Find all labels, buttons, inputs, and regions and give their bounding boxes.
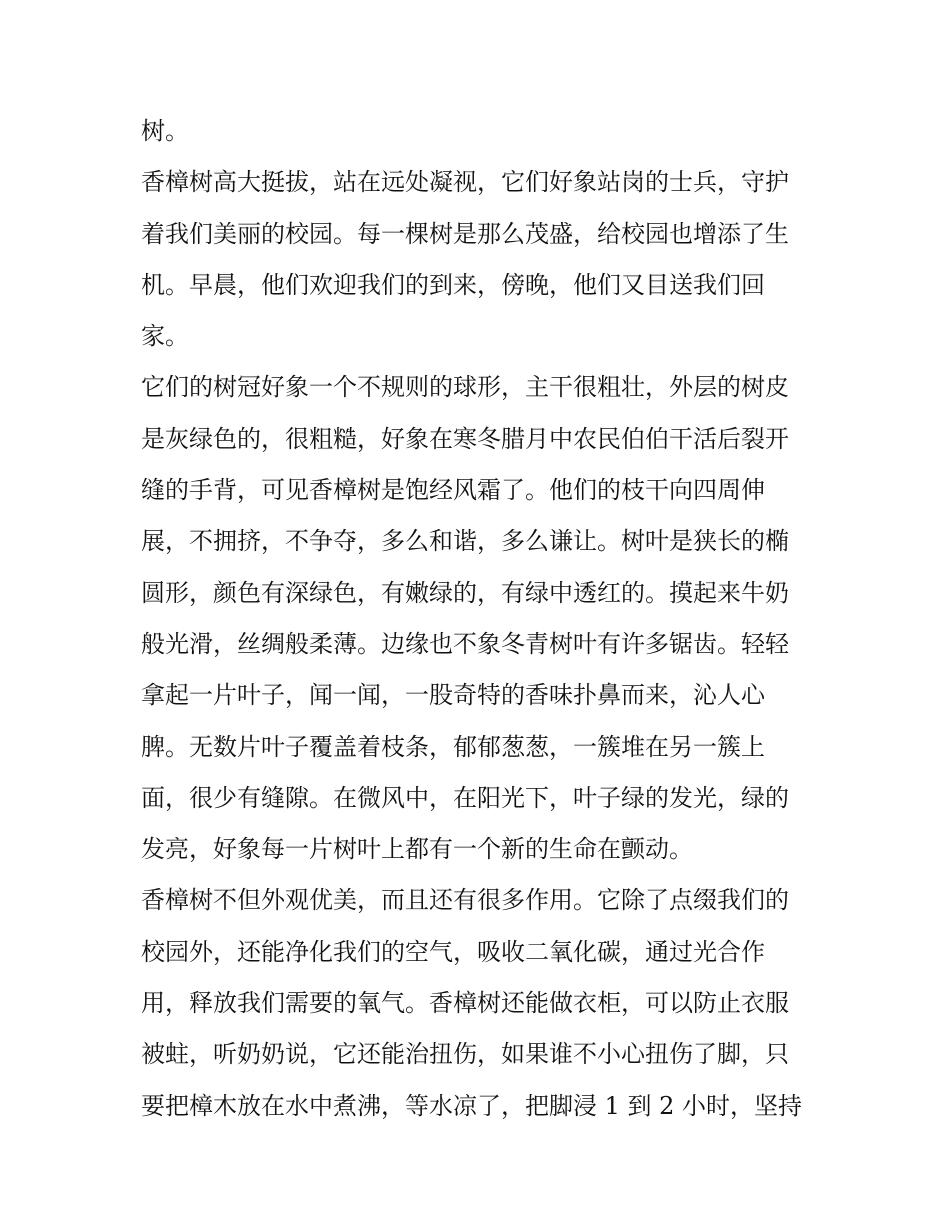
text-line: 面，很少有缝隙。在微风中，在阳光下，叶子绿的发光，绿的 [141,783,789,812]
text-line: 发亮，好象每一片树叶上都有一个新的生命在颤动。 [141,835,693,864]
text-line: 它们的树冠好象一个不规则的球形，主干很粗壮，外层的树皮 [141,373,789,402]
text-line: 校园外，还能净化我们的空气，吸收二氧化碳，通过光合作 [141,937,765,966]
text-line: 缝的手背，可见香樟树是饱经风霜了。他们的枝干向四周伸 [141,476,765,505]
text-line: 被蛀，听奶奶说，它还能治扭伤，如果谁不小心扭伤了脚，只 [141,1040,789,1069]
text-line: 圆形，颜色有深绿色，有嫩绿的，有绿中透红的。摸起来牛奶 [141,578,789,607]
text-line: 树。 [141,117,189,145]
text-line: 着我们美丽的校园。每一棵树是那么茂盛，给校园也增添了生 [141,219,789,248]
body-text [141,106,821,1132]
text-line: 香樟树不但外观优美，而且还有很多作用。它除了点缀我们的 [141,886,789,915]
text-line: 拿起一片叶子，闻一闻，一股奇特的香味扑鼻而来，沁人心 [141,681,765,710]
text-line: 脾。无数片叶子覆盖着枝条，郁郁葱葱，一簇堆在另一簇上 [141,732,765,761]
text-line: 机。早晨，他们欢迎我们的到来，傍晚，他们又目送我们回 [141,270,765,299]
text-line: 家。 [141,322,189,351]
text-line: 展，不拥挤，不争夺，多么和谐，多么谦让。树叶是狭长的椭 [141,527,789,556]
text-line: 用，释放我们需要的氧气。香樟树还能做衣柜，可以防止衣服 [141,989,789,1018]
text-line: 是灰绿色的，很粗糙，好象在寒冬腊月中农民伯伯干活后裂开 [141,424,789,453]
text-line: 要把樟木放在水中煮沸，等水凉了，把脚浸 1 到 2 小时，坚持 [141,1091,803,1120]
text-line: 香樟树高大挺拔，站在远处凝视，它们好象站岗的士兵，守护 [141,168,789,197]
text-line: 般光滑，丝绸般柔薄。边缘也不象冬青树叶有许多锯齿。轻轻 [141,629,789,658]
